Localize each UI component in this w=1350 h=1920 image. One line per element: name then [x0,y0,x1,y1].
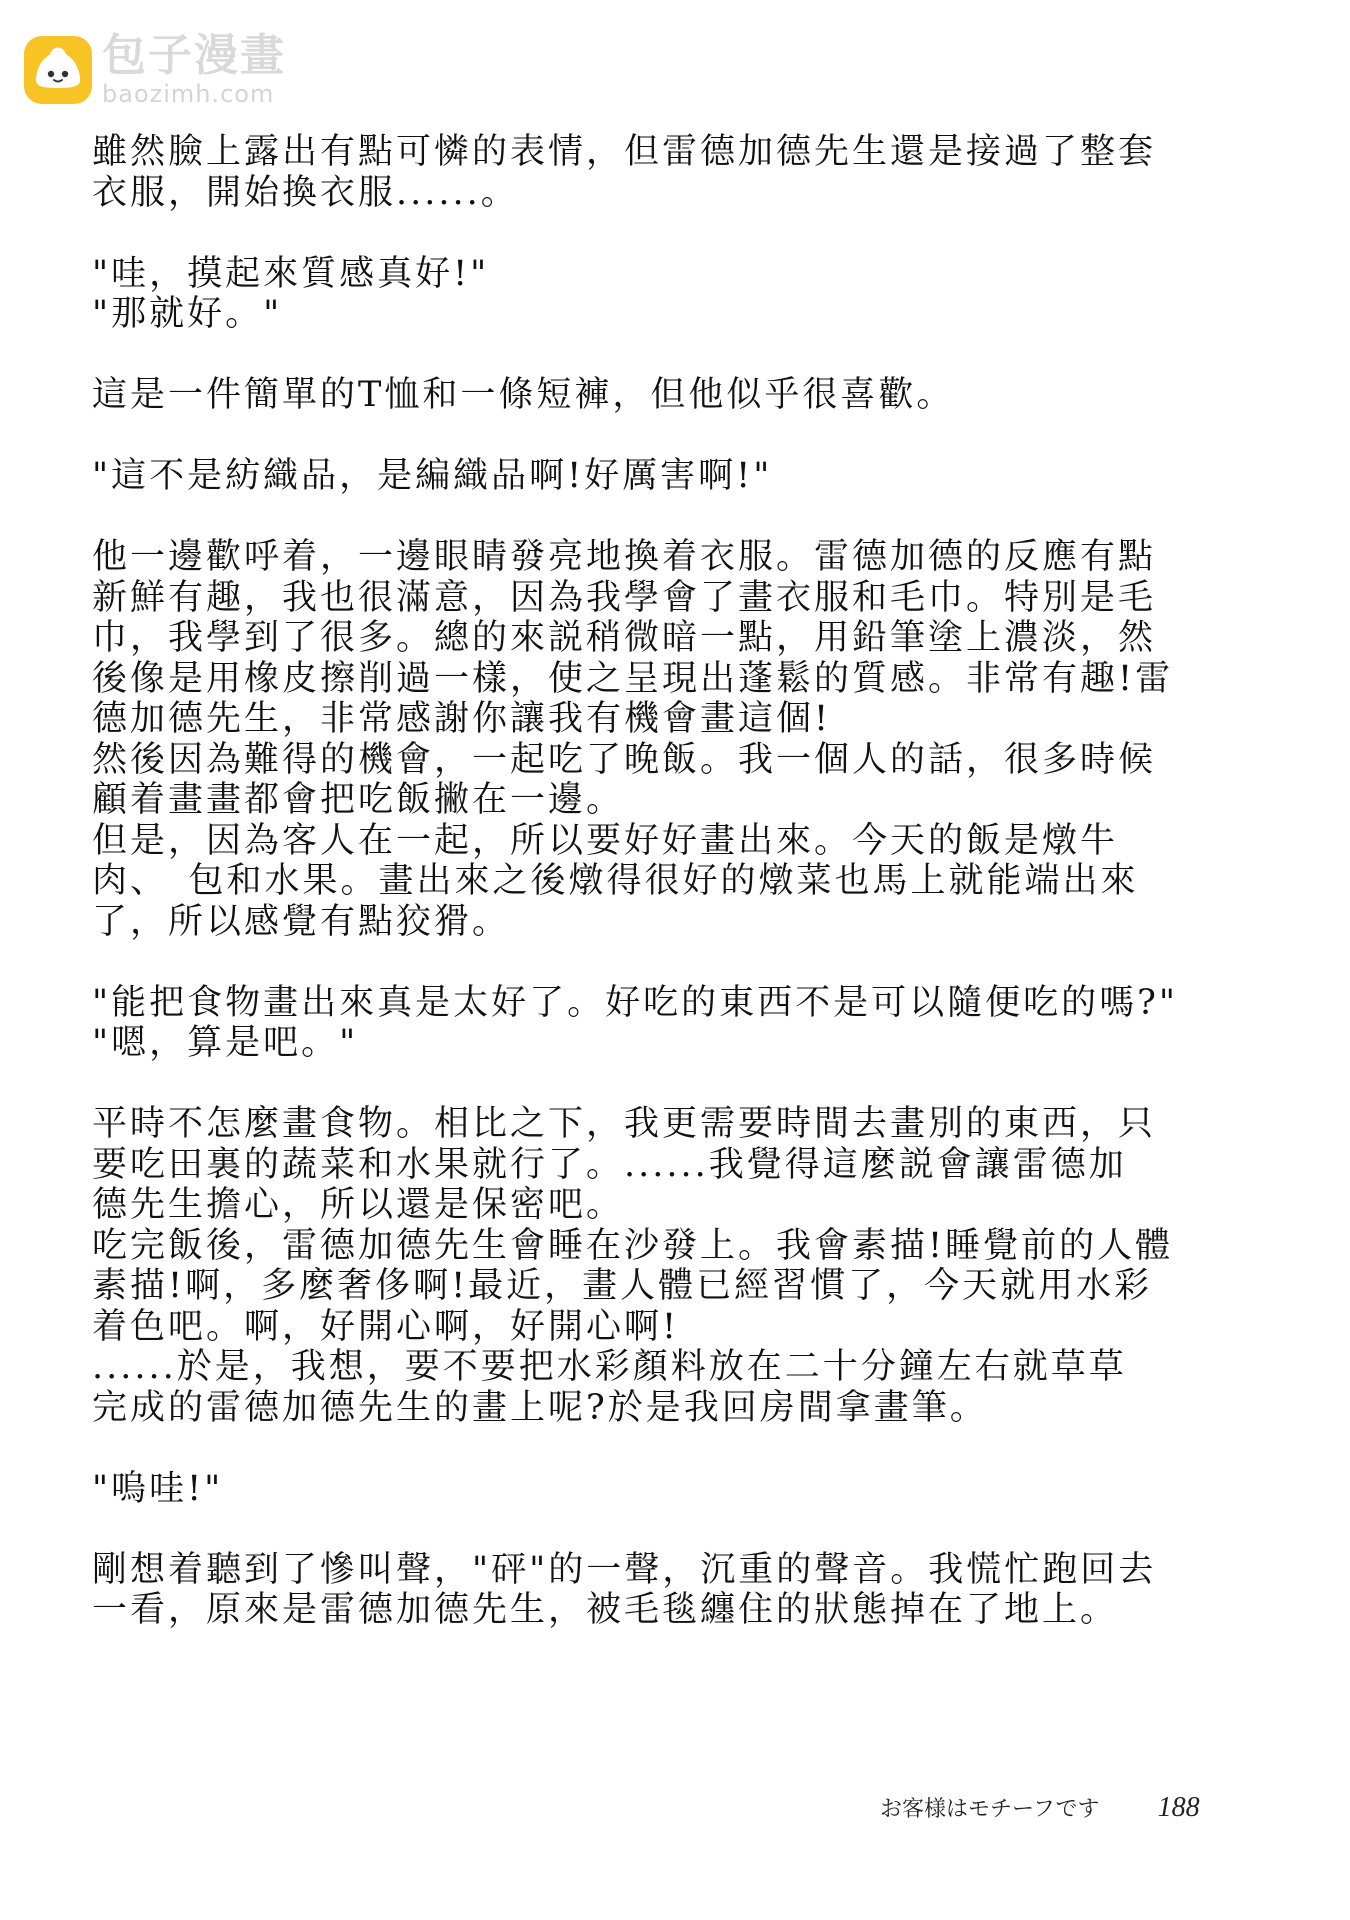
paragraph-gap [92,497,1262,538]
paragraph-gap [92,213,1262,254]
dialogue: "這不是紡織品，是編織品啊!好厲害啊!" [92,456,773,496]
watermark [22,30,286,110]
paragraph: 他一邊歡呼着，一邊眼睛發亮地換着衣服。雷德加德的反應有點 新鮮有趣，我也很滿意，因為我學會了畫衣服和毛巾。特別是毛 巾，我學到了很多。總的來説稍微暗一點，用鉛筆塗上濃淡，然 後像是用橡皮擦削過一樣，使之呈現出蓬鬆的質感。非常有趣!雷 德加德先生，非常感謝你讓我有機會畫這個! 然後因為難得的機會，一起吃了晚飯。我一個人的話，很多時候 顧着畫畫都會把吃飯撇在一邊。 但是，因為客人在一起，所以要好好畫出來。今天的飯是燉牛 肉、 包和水果。畫出來之後燉得很好的燉菜也馬上就能端出來 了，所以感覺有點狡猾。 [92,537,1174,942]
watermark-text [102,30,286,108]
paragraph: 平時不怎麼畫食物。相比之下，我更需要時間去畫別的東西，只 要吃田裏的蔬菜和水果就行了。......我覺得這麼説會讓雷德加 德先生擔心，所以還是保密吧。 吃完飯後，雷德加德先生會睡在沙發上。我會素描!睡覺前的人體 素描!啊，多麼奢侈啊!最近，畫人體已經習慣了，今天就用水彩 着色吧。啊，好開心啊，好開心啊! ......於是，我想，要不要把水彩顏料放在二十分鐘左右就草草 完成的雷德加德先生的畫上呢?於是我回房間拿畫筆。 [92,1104,1174,1428]
paragraph: 剛想着聽到了慘叫聲，"砰"的一聲，沉重的聲音。我慌忙跑回去 一看，原來是雷德加德先生，被毛毯纏住的狀態掉在了地上。 [92,1549,1157,1630]
paragraph-gap [92,416,1262,457]
paragraph-gap [92,942,1262,983]
book-title: お客様はモチーフです [880,1797,1100,1822]
dialogue: "嗚哇!" [92,1468,224,1509]
bun-mascot-icon [22,34,94,106]
paragraph: 這是一件簡單的T恤和一條短褲，但他似乎很喜歡。 [92,375,955,415]
paragraph-gap [92,335,1262,376]
paragraph-gap [92,1428,1262,1469]
dialogue: "哇，摸起來質感真好!" "那就好。" [92,253,490,334]
page-footer [880,1792,1200,1824]
watermark-name-en: baozimh.com [102,80,275,108]
dialogue: "能把食物畫出來真是太好了。好吃的東西不是可以隨便吃的嗎?" "嗯，算是吧。" [92,982,1178,1063]
watermark-name-cn: 包子漫畫 [102,30,286,81]
paragraph: 雖然臉上露出有點可憐的表情，但雷德加德先生還是接過了整套 衣服，開始換衣服......。 [92,132,1157,213]
paragraph-gap [92,1509,1262,1550]
page-number: 188 [1157,1792,1200,1823]
page-body [92,132,1262,1631]
paragraph-gap [92,1064,1262,1105]
